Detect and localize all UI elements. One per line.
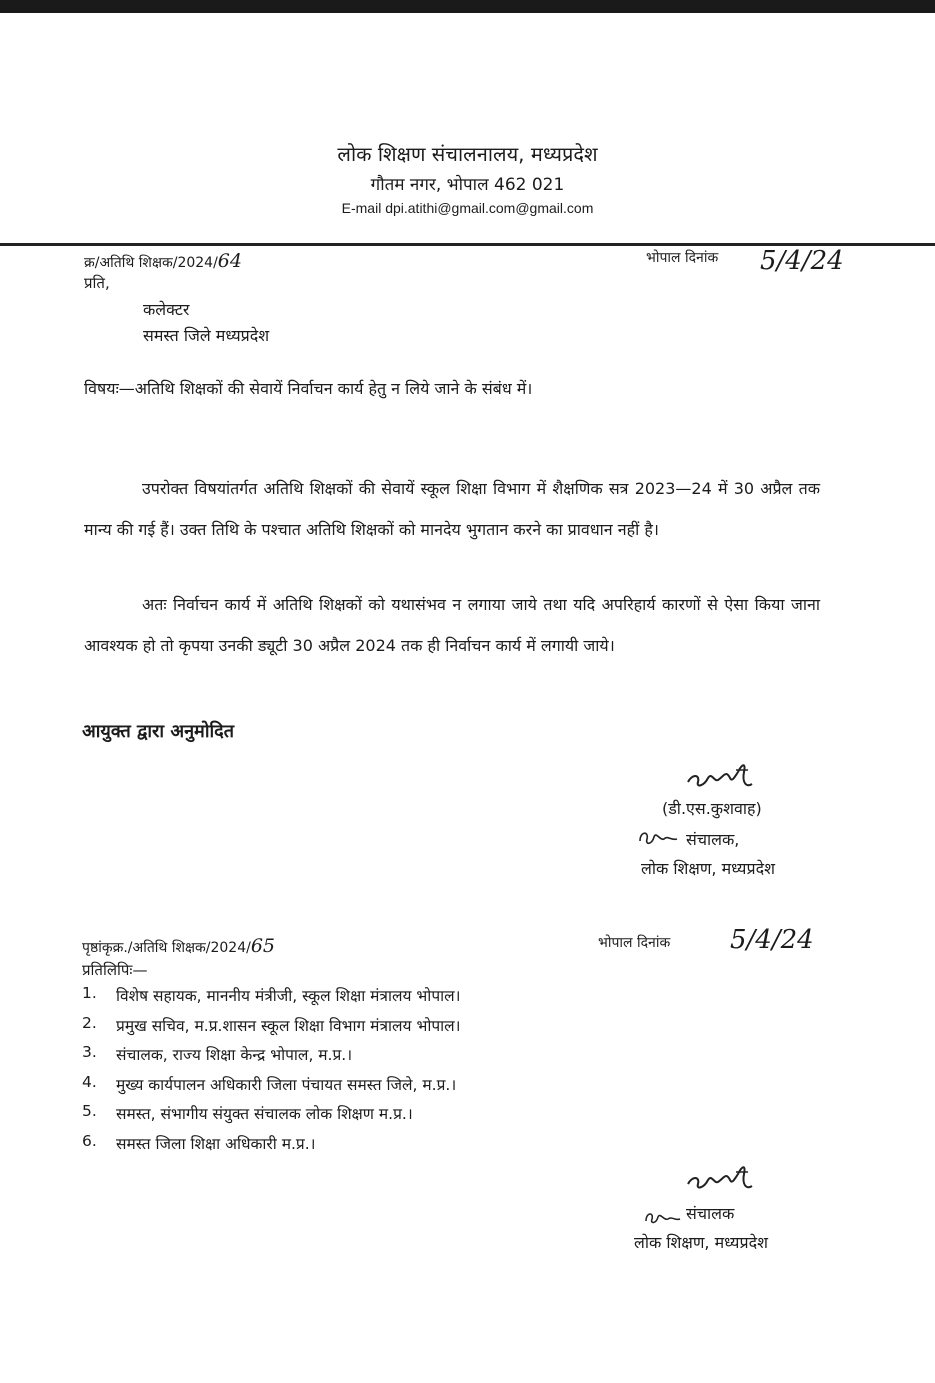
- subject-line: विषयः—अतिथि शिक्षकों की सेवायें निर्वाचन कार्य हेतु न लिये जाने के संबंध में।: [84, 379, 533, 398]
- body-paragraph-1: उपरोक्त विषयांतर्गत अतिथि शिक्षकों की सेवायें स्कूल शिक्षा विभाग में शैक्षणिक सत्र 2023—24 में 30 अप्रैल तक मान्य की गई हैं। उक्त तिथि के पश्चात अतिथि शिक्षकों को मानदेय भुगतान करने का प्रावधान नहीं है।: [84, 479, 820, 539]
- copy-handwritten-date: 5/4/24: [730, 925, 814, 955]
- list-item: 6. समस्त जिला शिक्षा अधिकारी म.प्र.।: [82, 1131, 316, 1153]
- copy-to-label: प्रतिलिपिः—: [82, 961, 148, 979]
- letterhead-email: E-mail dpi.atithi@gmail.com@gmail.com: [341, 200, 594, 216]
- copy-signatory-department: लोक शिक्षण, मध्यप्रदेश: [634, 1233, 768, 1252]
- copy-signatory-title: संचालक: [686, 1204, 735, 1223]
- signatory-title: संचालक,: [686, 830, 740, 849]
- copy-recipient-list: [82, 984, 461, 1161]
- copy-place-date-label: भोपाल दिनांक: [598, 935, 671, 951]
- reference-prefix: क्र/अतिथि शिक्षक/2024/: [84, 255, 218, 271]
- approval-note: आयुक्त द्वारा अनुमोदित: [82, 721, 234, 742]
- signatory-department: लोक शिक्षण, मध्यप्रदेश: [641, 859, 775, 878]
- reference-number: [84, 250, 242, 272]
- list-item: 2. प्रमुख सचिव, म.प्र.शासन स्कूल शिक्षा विभाग मंत्रालय भोपाल।: [82, 1013, 461, 1035]
- letterhead-org: लोक शिक्षण संचालनालय, मध्यप्रदेश: [337, 142, 598, 166]
- list-item: 1. विशेष सहायक, माननीय मंत्रीजी, स्कूल शिक्षा मंत्रालय भोपाल।: [82, 984, 461, 1005]
- copy-reference-number: [82, 935, 275, 957]
- recipient-line-1: कलेक्टर: [143, 300, 190, 319]
- list-item: 3. संचालक, राज्य शिक्षा केन्द्र भोपाल, म.प्र.।: [82, 1043, 353, 1064]
- list-item: 5. समस्त, संभागीय संयुक्त संचालक लोक शिक्षण म.प्र.।: [82, 1102, 413, 1123]
- recipient-line-2: समस्त जिले मध्यप्रदेश: [143, 326, 270, 345]
- letterhead-address: गौतम नगर, भोपाल 462 021: [370, 175, 565, 195]
- initials-mark: [637, 826, 681, 848]
- to-label: प्रति,: [84, 274, 110, 292]
- director-signature: [684, 758, 764, 794]
- reference-handwritten-number: 64: [217, 250, 242, 272]
- copy-initials-mark: [643, 1207, 683, 1227]
- place-date-label: भोपाल दिनांक: [646, 250, 719, 266]
- top-border: [0, 0, 935, 13]
- copy-reference-prefix: पृष्ठांकृक्र./अतिथि शिक्षक/2024/: [82, 940, 251, 956]
- body-paragraph-2: अतः निर्वाचन कार्य में अतिथि शिक्षकों को यथासंभव न लगाया जाये तथा यदि अपरिहार्य कारणों से ऐसा किया जाना आवश्यक हो तो कृपया उनकी ड्यूटी 30 अप्रैल 2024 तक ही निर्वाचन कार्य में लगायी जाये।: [84, 595, 820, 655]
- list-item: 4. मुख्य कार्यपालन अधिकारी जिला पंचायत समस्त जिले, म.प्र.।: [82, 1072, 457, 1094]
- handwritten-date: 5/4/24: [760, 246, 844, 276]
- signatory-name: (डी.एस.कुशवाह): [662, 799, 762, 818]
- copy-handwritten-number: 65: [250, 935, 276, 957]
- copy-director-signature: [684, 1160, 764, 1196]
